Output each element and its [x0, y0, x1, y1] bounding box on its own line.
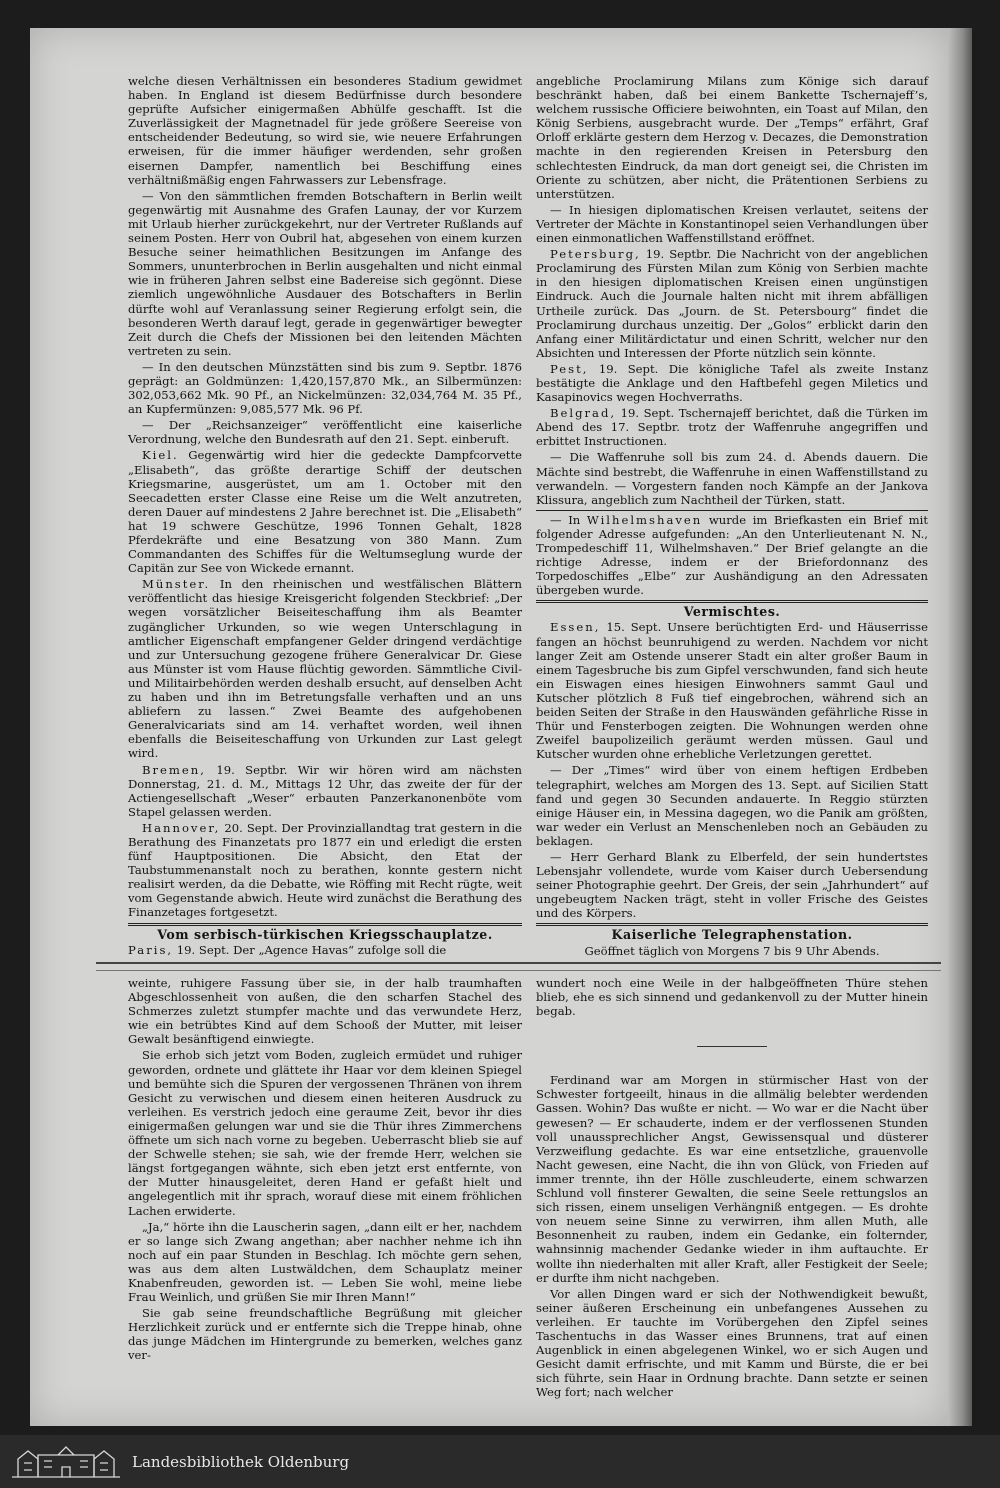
article-paragraph [536, 450, 928, 506]
article-paragraph [128, 418, 522, 446]
section-rule [536, 600, 928, 603]
article-paragraph [128, 1048, 522, 1217]
article-paragraph [536, 763, 928, 848]
paris-dispatch: Paris, 19. Sept. Der „Agence Havas“ zufolge soll die [128, 942, 447, 957]
dateline-place: Hannover, [142, 820, 221, 835]
paragraph-text: 20. Sept. Der Provinziallandtag trat gestern in die Berathung des Finanzetats pro 1877 ein und erledigt die ersten fünf Hauptpositionen. Die Absicht, den Etat der Taubstummenanstalt noch zu berathen, konnte gestern nicht realisirt werden, da die Debatte, wie Röffing mit Recht rügte, weit vom Gegenstande abwich. Heute wird zunächst die Berathung des Finanzetages fortgesetzt. [128, 820, 522, 920]
dateline-place: Petersburg, [550, 247, 641, 262]
library-footer-bar [0, 1435, 1000, 1488]
miscellaneous-paragraphs [536, 620, 928, 920]
article-paragraph [536, 1073, 928, 1284]
paragraph-text: Sie erhob sich jetzt vom Boden, zugleich ermüdet und ruhiger geworden, ordnete und glättete ihr Haar vor dem kleinen Spiegel und bemühte sich die Spuren der vergossenen Thränen von ihrem Gesicht zu verwischen und diesem einen heiteren Ausdruck zu verleihen. Es verstrich jedoch eine geraume Zeit, bevor ihr dies einigermaßen gelungen war und sie die Thür ihres Zimmerchens öffnete um sich nach vorne zu begeben. Ueberrascht blieb sie auf der Schwelle stehen; sie sah, wie der fremde Herr, welchen sie längst fortgegangen wähnte, sich eben jetzt erst entfernte, von der Mutter hinausgeleitet, deren Hand er gefaßt hielt und angelegentlich mit ihr sprach, worauf diese mit einem fröhlichen Lachen erwiderte. [128, 1048, 522, 1218]
paragraph-text: 19. Sept. Tschernajeff berichtet, daß die Türken im Abend des 17. Septbr. trotz der Waffenruhe angegriffen und erbittet Instructionen. [536, 406, 928, 449]
feuilleton-divider [96, 962, 941, 971]
left-news-column [128, 74, 522, 959]
article-paragraph [128, 448, 522, 575]
article-paragraph [536, 850, 928, 920]
paragraph-text: 19. Sept. Die königliche Tafel als zweite Instanz bestätigte die Anklage und den Haftbefehl gegen Miletics und Kasapinovics wegen Hochverraths. [536, 361, 928, 405]
paragraph-text: welche diesen Verhältnissen ein besonderes Stadium gewidmet haben. In England ist diesem Bedürfnisse durch besondere geprüfte Aufsicher einigermaßen Abhülfe geschafft. Ist die Zuverlässigkeit der Magnetnadel für jede größere Seereise von entscheidender Bedeutung, so wird sie, wie neuere Erfahrungen erweisen, für die immer häufiger werdenden, sehr großen eisernen Dampfer, namentlich bei Beschiffung eines verhältnißmäßig engen Fahrwassers zur Lebensfrage. [128, 74, 522, 187]
dateline-place: Münster. [142, 577, 211, 592]
article-paragraph [128, 1220, 522, 1305]
dateline-place: Pest, [550, 361, 589, 376]
paragraph-text: — Der „Times“ wird über von einem heftigen Erdbeben telegraphirt, welches am Morgen des 13. Sept. auf Sicilien Statt fand und gegen 30 Secunden andauerte. In Reggio stürzten einige Häuser ein, in Messina dagegen, wo die Panik am größten, war weder ein Verlust an Menschenleben noch an Gebäuden zu beklagen. [536, 763, 928, 848]
paragraph-text: — In den deutschen Münzstätten sind bis zum 9. Septbr. 1876 geprägt: an Goldmünzen: 1,420,157,870 Mk., an Silbermünzen: 302,053,662 Mk. 90 Pf., an Nickelmünzen: 32,034,764 M. 35 Pf., an Kupfermünzen: 9,085,577 Mk. 96 Pf. [128, 359, 522, 417]
paragraph-text: — Von den sämmtlichen fremden Botschaftern in Berlin weilt gegenwärtig mit Ausnahme des Grafen Launay, der vor Kurzem mit Urlaub hierher zurückgekehrt, nur der Vertreter Rußlands auf seinem Posten. Herr von Oubril hat, abgesehen von einem kurzen Besuche seiner heimathlichen Besitzungen im Anfange des Sommers, ununterbrochen in Berlin ausgehalten und nicht einmal wie in früheren Jahren selbst eine Badereise sich gegönnt. Diese ziemlich ungewöhnliche Ausdauer des Botschafters in Berlin dürfte wohl auf Veranlassung seiner Regierung erfolgt sein, die besonderen Werth darauf legt, gerade in gegenwärtiger bewegter Zeit durch die Chefs der Missionen bei den leitenden Mächten vertreten zu sein. [128, 188, 522, 358]
article-paragraph [536, 74, 928, 201]
article-paragraph [128, 976, 522, 1046]
right-news-paragraphs [536, 74, 928, 507]
article-paragraph [128, 189, 522, 358]
section-rule [536, 510, 928, 511]
paragraph-text: 19. Septbr. Wir wir hören wird am nächsten Donnerstag, 21. d. M., Mittags 12 Uhr, das zweite der für der Actiengesellschaft „Weser“ erbauten Panzerkanonenböte vom Stapel gelassen werden. [128, 762, 522, 819]
article-paragraph [128, 577, 522, 760]
serbian-war-heading: Vom serbisch-türkischen Kriegsschauplatze. [157, 926, 493, 942]
article-paragraph [536, 362, 928, 404]
article-paragraph [536, 247, 928, 360]
article-paragraph [536, 1287, 928, 1400]
paragraph-text: 15. Sept. Unsere berüchtigten Erd- und Häuserrisse fangen an höchst beunruhigend zu werden. Nachdem vor nicht langer Zeit am Ostende unserer Stadt ein alter großer Baum in einem Tagesbruche bis zum Gipfel verschwunden, fand sich heute ein Eiswagen eines hiesigen Einwohners sammt Gaul und Kutscher plötzlich 8 Fuß tief eingebrochen, während sich an beiden Seiten der Straße in den Hauswänden gefährliche Risse in Thür und Fensterbogen zeigten. Die Wohnungen werden ohne Zweifel baupolizeilich geräumt werden müssen. Gaul und Kutscher wurden ohne erhebliche Verletzungen gerettet. [536, 620, 928, 762]
library-building-logo [8, 1443, 124, 1481]
feuilleton-continuation: wundert noch eine Weile in der halbgeöffneten Thüre stehen blieb, ehe es sich sinnend und gedankenvoll zu der Mutter hinein begab. [536, 976, 928, 1019]
feuilleton-right-paragraphs [536, 1073, 928, 1399]
wilhelmshaven-note: — In Wilhelmshaven wurde im Briefkasten ein Brief mit folgender Adresse aufgefunden: „An den Unterlieutenant N. N., Trompedeschiff 11, Wilhelmshaven.“ Der Brief gelangte an die richtige Adresse, indem er der Briefordonnanz des Torpedoschiffes „Elbe“ zur Aushändigung an den Adressaten übergeben wurde. [536, 512, 928, 598]
paragraph-text: angebliche Proclamirung Milans zum Könige sich darauf beschränkt haben, daß bei einem Bankette Tschernajeff’s, welchem russische Officiere beiwohnten, ein Toast auf Milan, den König Serbiens, ausgebracht wurde. Der „Temps“ erfährt, Graf Orloff erklärte gestern dem Herzog v. Decazes, die Demonstration machte in den regierenden Kreisen in Petersburg den schlechtesten Eindruck, da man dort geneigt sei, die Christen im Oriente zu schützen, aber nicht, die Prätentionen Serbiens zu unterstützen. [536, 74, 928, 201]
paragraph-text: — Herr Gerhard Blank zu Elberfeld, der sein hundertstes Lebensjahr vollendete, wurde vom Kaiser durch Uebersendung seiner Photographie geehrt. Der Greis, der sein „Jahrhundert“ auf ungebeugtem Nacken trägt, steht in voller Frische des Geistes und des Körpers. [536, 849, 928, 921]
paragraph-text: — Der „Reichsanzeiger“ veröffentlicht eine kaiserliche Verordnung, welche den Bundesrath auf den 21. Sept. einberuft. [128, 418, 522, 447]
paragraph-text: Vor allen Dingen ward er sich der Nothwendigkeit bewußt, seiner äußeren Erscheinung ein unbefangenes Aussehen zu verleihen. Er tauchte im Vorübergehen den Zipfel seines Taschentuchs in das Wasser eines Brunnens, trat auf einen Augenblick in einen abgelegenen Winkel, wo er sich Augen und Gesicht damit erfrischte, und mit Kamm und Bürste, die er bei sich führte, sein Haar in Ordnung brachte. Dann setzte er seinen Weg fort; nach welcher [536, 1286, 928, 1400]
paragraph-text: weinte, ruhigere Fassung über sie, in der halb traumhaften Abgeschlossenheit von außen, die den scharfen Stachel des Schmerzes zuletzt stumpfer machte und das verwundete Herz, wie ein betrübtes Kind auf dem Schooß der Mutter, mit leiser Gewalt besänftigend einwiegte. [128, 976, 522, 1047]
section-rule [536, 923, 928, 926]
miscellaneous-heading: Vermischtes. [683, 604, 781, 620]
paragraph-text: Sie gab seine freundschaftliche Begrüßung mit gleicher Herzlichkeit zurück und er entfernte sich die Treppe hinab, ohne das junge Mädchen im Hintergrunde zu bemerken, welches ganz ver- [128, 1306, 522, 1363]
paragraph-text: Gegenwärtig wird hier die gedeckte Dampfcorvette „Elisabeth“, das größte derartige Schiff der deutschen Kriegsmarine, ausgerüstet, um am 1. October mit den Seecadetten erster Classe eine Reise um die Welt anzutreten, deren Dauer auf mindestens 2 Jahre berechnet ist. Die „Elisabeth“ hat 19 schwere Geschütze, 1996 Tonnen Gehalt, 1828 Pferdekräfte und eine Besatzung von 380 Mann. Zum Commandanten des Schiffes für die Weltumseglung wurde der Capitän zur See von Wickede ernannt. [128, 448, 522, 576]
article-paragraph [128, 763, 522, 819]
feuilleton-right-column [536, 976, 928, 1401]
right-news-column [536, 74, 928, 960]
feuilleton-left-column [128, 976, 522, 1365]
paragraph-text: Ferdinand war am Morgen in stürmischer Hast von der Schwester fortgeeilt, hinaus in die allmälig belebter werdenden Gassen. Wohin? Das wußte er nicht. — Wo war er die Nacht über gewesen? — Er schauderte, indem er der verflossenen Stunden voll unaussprechlicher Angst, Gewissensqual und düsterer Verzweiflung gedachte. Es war eine entsetzliche, grauenvolle Nacht gewesen, eine Nacht, die ihn von Glück, von Frieden auf immer trennte, ihn der Hölle zuschleuderte, einem schwarzen Schlund voll finsterer Gewalten, die seine Seele rettungslos an sich rissen, einem unseligen Verhängniß entgegen. — Es drohte von neuem seine Sinne zu verwirren, ihm allen Muth, alle Besonnenheit zu rauben, indem ein Gedanke, ein folternder, wahnsinnig machender Gedanke wieder in ihm auftauchte. Er wollte ihn niederhalten mit aller Kraft, aller Festigkeit der Seele; er durfte ihm nicht nachgeben. [536, 1073, 928, 1285]
telegraph-opening-hours: Geöffnet täglich von Morgens 7 bis 9 Uhr Abends. [584, 943, 880, 958]
dateline-place: Belgrad, [550, 406, 617, 421]
scene-break-rule [697, 1046, 767, 1047]
article-paragraph [128, 821, 522, 920]
paragraph-text: In den rheinischen und westfälischen Blättern veröffentlicht das hiesige Kreisgericht folgenden Steckbrief: „Der wegen vorsätzlicher Beiseiteschaffung ihm als Beamter zugänglicher Urkunden, so wie wegen Unterschlagung in amtlicher Eigenschaft empfangener Gelder dringend verdächtige und zur Untersuchung gezogene frühere Generalvicar Dr. Giese aus Münster ist vom Hause flüchtig geworden. Sämmtliche Civil- und Militairbehörden werden deshalb ersucht, auf denselben Acht zu haben und ihn im Betretungsfalle verhaften und an uns abliefern zu lassen.“ Zwei Beamte des aufgehobenen Generalvicariats sind am 14. verhaftet worden, weil ihnen ebenfalls die Beiseiteschaffung von Urkunden zur Last gelegt wird. [128, 577, 522, 761]
page-edge-shadow [948, 28, 972, 1426]
article-paragraph [128, 360, 522, 416]
paragraph-text: 19. Septbr. Die Nachricht von der angeblichen Proclamirung des Fürsten Milan zum König von Serbien machte in den hiesigen diplomatischen Kreisen einen ungünstigen Eindruck. Auch die Journale halten nicht mit ihrem abfälligen Urtheile zurück. Das „Journ. de St. Petersbourg“ findet die Proclamirung durchaus unzeitig. Der „Golos“ erblickt darin den Anfang einer Militärdictatur und einen Schritt, welcher nur den Absichten und Interessen der Pforte nützlich sein könnte. [536, 247, 928, 360]
section-rule [128, 923, 522, 926]
paragraph-text: „Ja,“ hörte ihn die Lauscherin sagen, „dann eilt er her, nachdem er so lange sich Zwang angethan; aber nachher nehme ich ihn noch auf ein paar Stunden in Beschlag. Ich möchte gern sehen, was aus dem alten Lustwäldchen, dem Schauplatz meiner Knabenfreuden, geworden ist. — Leben Sie wohl, meine liebe Frau Weinlich, und grüßen Sie mir Ihren Mann!“ [128, 1219, 522, 1305]
article-paragraph [128, 1306, 522, 1362]
telegraph-station-heading: Kaiserliche Telegraphenstation. [611, 927, 853, 943]
paragraph-text: — Die Waffenruhe soll bis zum 24. d. Abends dauern. Die Mächte sind bestrebt, die Waffenruhe in einen Waffenstillstand zu verwandeln. — Vorgestern fanden noch Kämpfe an der Jankova Klissura, angeblich zum Nachtheil der Türken, statt. [536, 450, 928, 507]
paragraph-text: — In hiesigen diplomatischen Kreisen verlautet, seitens der Vertreter der Mächte in Konstantinopel seien Verhandlungen über einen einmonatlichen Waffenstillstand eröffnet. [536, 202, 928, 246]
article-paragraph [536, 203, 928, 245]
article-paragraph [536, 620, 928, 761]
library-name: Landesbibliothek Oldenburg [132, 1453, 350, 1471]
feuilleton-left-paragraphs [128, 976, 522, 1363]
dateline-place: Kiel. [142, 448, 179, 463]
dateline-place: Essen, [550, 620, 601, 635]
article-paragraph [536, 406, 928, 448]
left-news-paragraphs [128, 74, 522, 920]
article-paragraph [128, 74, 522, 187]
dateline-place: Bremen, [142, 762, 206, 777]
